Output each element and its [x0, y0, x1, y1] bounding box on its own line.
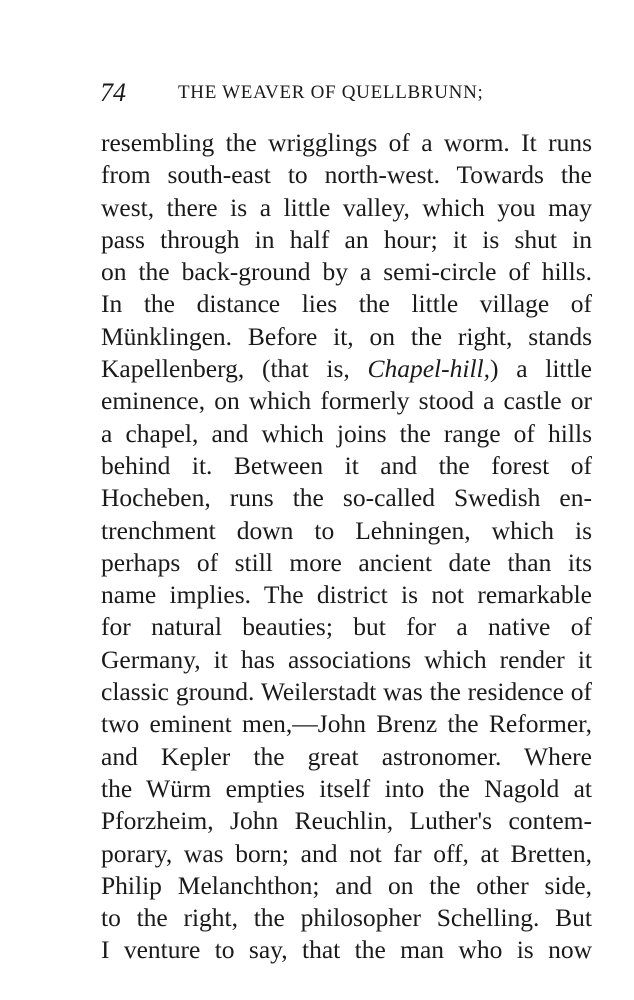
text-line: trenchment down to Lehningen, which is	[101, 515, 592, 545]
text-line: from south-east to north-west. Towards the	[101, 160, 592, 190]
running-head: THE WEAVER OF QUELLBRUNN;	[178, 82, 484, 103]
text-line: on the back-ground by a semi-circle of hills.	[101, 257, 592, 287]
text-line: Germany, it has associations which render it	[101, 644, 592, 674]
text-line: Hocheben, runs the so-called Swedish en-	[101, 483, 592, 513]
page-number: 74	[100, 78, 126, 107]
text-line: name implies. The district is not remarkable	[101, 580, 592, 610]
text-line: to the right, the philosopher Schelling. But	[101, 903, 592, 933]
text-line: a chapel, and which joins the range of hills	[101, 418, 592, 448]
text-line: I venture to say, that the man who is now	[101, 935, 592, 965]
text-line: two eminent men,—John Brenz the Reformer,	[101, 709, 592, 739]
text-line: Münklingen. Before it, on the right, stands	[101, 321, 592, 351]
body-text	[101, 127, 592, 967]
text-line: for natural beauties; but for a native of	[101, 612, 592, 642]
text-line: west, there is a little valley, which you may	[101, 192, 592, 222]
text-line: pass through in half an hour; it is shut in	[101, 224, 592, 254]
text-line: the Würm empties itself into the Nagold at	[101, 773, 592, 803]
text-line: Philip Melanchthon; and on the other side,	[101, 870, 592, 900]
italic-text: Chapel-hill,	[367, 354, 491, 384]
page-header	[100, 76, 520, 110]
text-line: perhaps of still more ancient date than its	[101, 547, 592, 577]
text-line: classic ground. Weilerstadt was the residence of	[101, 677, 592, 707]
text-run: Kapellenberg, (that is,	[101, 354, 368, 384]
text-run: ) a little	[490, 354, 592, 384]
text-line: Pforzheim, John Reuchlin, Luther's contem-	[101, 806, 592, 836]
text-line	[101, 353, 592, 385]
text-line: porary, was born; and not far off, at Bretten,	[101, 838, 592, 868]
text-line: resembling the wrigglings of a worm. It runs	[101, 128, 592, 157]
text-line: eminence, on which formerly stood a castle or	[101, 386, 592, 416]
text-line: behind it. Between it and the forest of	[101, 450, 592, 480]
text-line: In the distance lies the little village of	[101, 289, 592, 319]
text-line: and Kepler the great astronomer. Where	[101, 741, 592, 771]
